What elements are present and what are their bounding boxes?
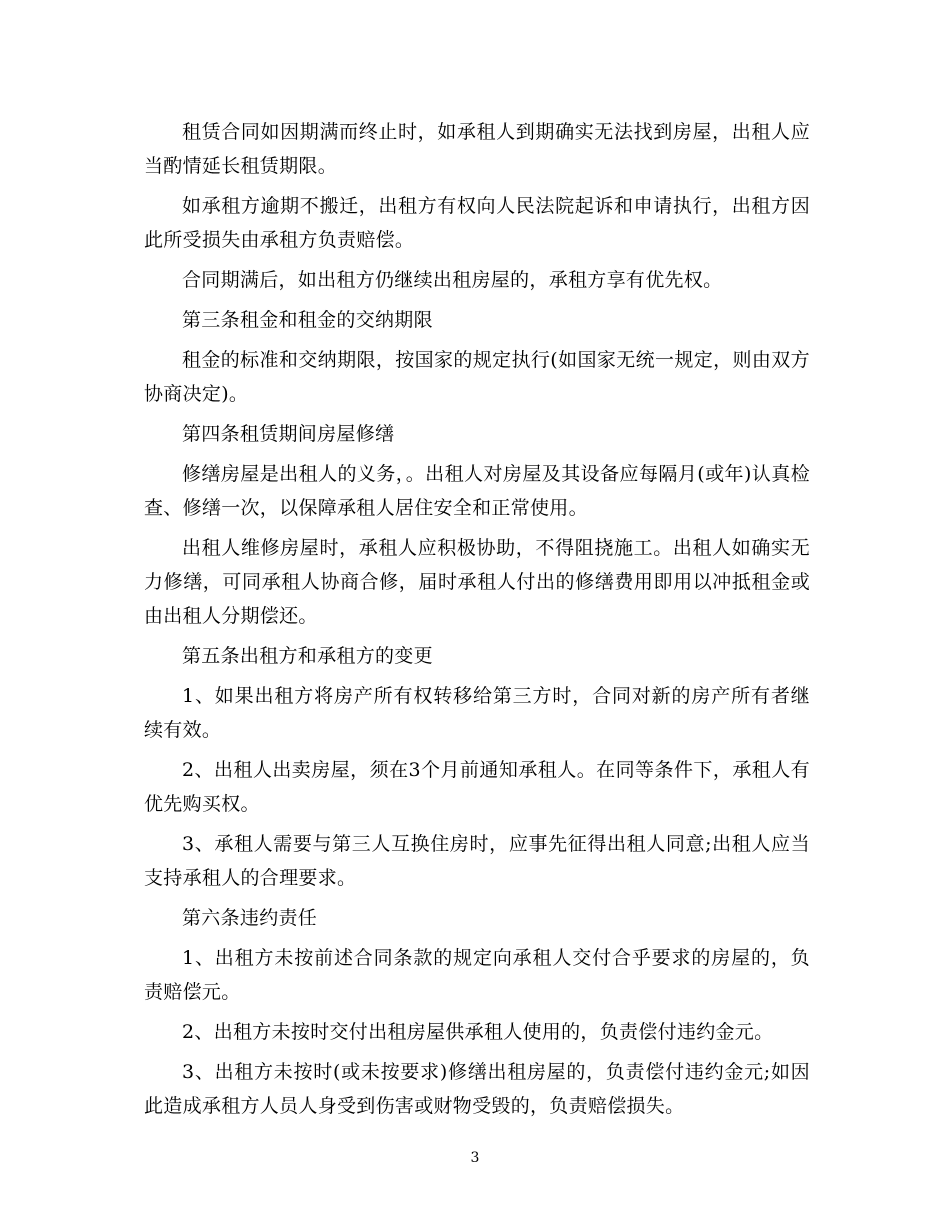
section-heading: 第五条出租方和承租方的变更 (182, 645, 433, 667)
document-body (144, 115, 810, 1129)
paragraph: 如承租方逾期不搬迁，出租方有权向人民法院起诉和申请执行，出租方因此所受损失由承租方负责赔偿。 (144, 195, 810, 251)
list-item: 3、出租方未按时(或未按要求)修缮出租房屋的，负责偿付违约金元;如因此造成承租方人员人身受到伤害或财物受毁的，负责赔偿损失。 (144, 1061, 810, 1117)
list-item: 2、出租方未按时交付出租房屋供承租人使用的，负责偿付违约金元。 (182, 1021, 774, 1043)
paragraph: 租赁合同如因期满而终止时，如承租人到期确实无法找到房屋，出租人应当酌情延长租赁期限。 (144, 121, 810, 177)
paragraph: 租金的标准和交纳期限，按国家的规定执行(如国家无统一规定，则由双方协商决定)。 (144, 349, 810, 405)
list-item: 3、承租人需要与第三人互换住房时，应事先征得出租人同意;出租人应当支持承租人的合理要求。 (144, 833, 810, 889)
list-item: 1、如果出租方将房产所有权转移给第三方时，合同对新的房产所有者继续有效。 (144, 685, 810, 741)
paragraph: 修缮房屋是出租人的义务，。出租人对房屋及其设备应每隔月(或年)认真检查、修缮一次，以保障承租人居住安全和正常使用。 (144, 463, 810, 519)
paragraph: 出租人维修房屋时，承租人应积极协助，不得阻挠施工。出租人如确实无力修缮，可同承租人协商合修，届时承租人付出的修缮费用即用以冲抵租金或由出租人分期偿还。 (144, 537, 810, 627)
section-heading: 第三条租金和租金的交纳期限 (182, 309, 433, 331)
list-item: 1、出租方未按前述合同条款的规定向承租人交付合乎要求的房屋的，负责赔偿元。 (144, 947, 810, 1003)
list-item: 2、出租人出卖房屋，须在3个月前通知承租人。在同等条件下，承租人有优先购买权。 (144, 759, 810, 815)
section-heading: 第四条租赁期间房屋修缮 (182, 423, 395, 445)
section-heading: 第六条违约责任 (182, 907, 318, 929)
paragraph: 合同期满后，如出租方仍继续出租房屋的，承租方享有优先权。 (182, 269, 723, 291)
page-number: 3 (470, 1150, 480, 1166)
